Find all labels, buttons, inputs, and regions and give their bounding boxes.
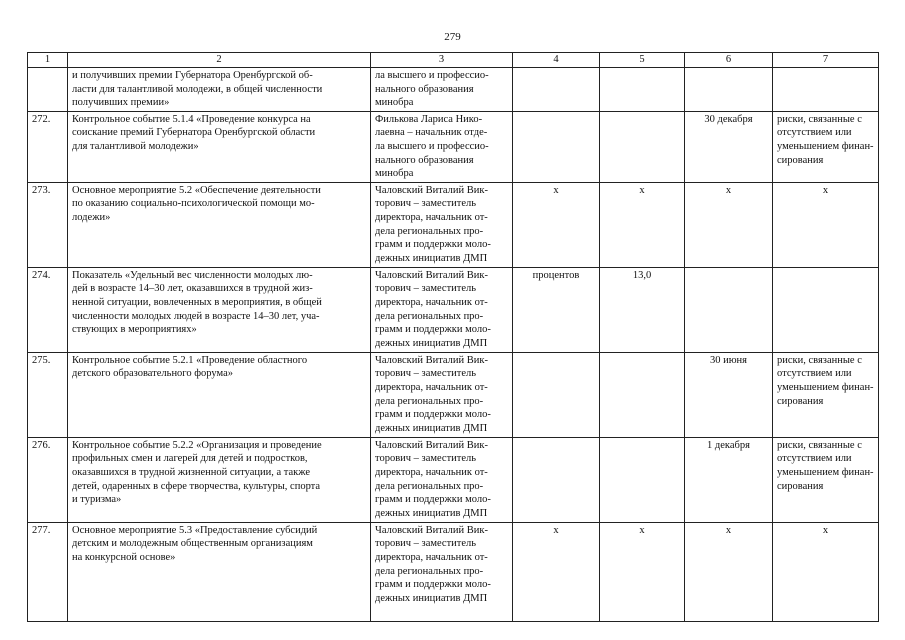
item-name: Контрольное событие 5.2.2 «Организация и проведение профильных смен и лагерей для детей и подростков, оказавшихся в трудной жизненной ситуации, а также детей, одаренных в сфере творчества, культуры, спорта и туризма» [68, 437, 371, 522]
value: х [600, 522, 685, 621]
header-row [28, 53, 879, 68]
responsible: Чаловский Виталий Вик- торович – заместитель директора, начальник от- дела региональных про- грамм и поддержки моло- дежных инициатив ДМП [371, 267, 513, 352]
risks [773, 267, 879, 352]
value [600, 352, 685, 437]
deadline: х [685, 182, 773, 267]
deadline: 30 июня [685, 352, 773, 437]
responsible: Филькова Лариса Нико- лаевна – начальник отде- ла высшего и профессио- нального образования минобра [371, 111, 513, 182]
unit [513, 352, 600, 437]
responsible: Чаловский Виталий Вик- торович – заместитель директора, начальник от- дела региональных про- грамм и поддержки моло- дежных инициатив ДМП [371, 437, 513, 522]
unit [513, 111, 600, 182]
table-row [28, 111, 879, 182]
unit: х [513, 522, 600, 621]
header-cell-7: 7 [773, 53, 879, 68]
risks: риски, связанные с отсутствием или уменьшением финан- сирования [773, 437, 879, 522]
row-number [28, 68, 68, 112]
value [600, 111, 685, 182]
risks: х [773, 182, 879, 267]
row-number: 273. [28, 182, 68, 267]
header-cell-4: 4 [513, 53, 600, 68]
table-row [28, 182, 879, 267]
item-name: Основное мероприятие 5.3 «Предоставление субсидий детским и молодежным общественным организациям на конкурсной основе» [68, 522, 371, 621]
value [600, 68, 685, 112]
row-number: 276. [28, 437, 68, 522]
unit: процентов [513, 267, 600, 352]
table-row [28, 522, 879, 621]
value [600, 437, 685, 522]
responsible: Чаловский Виталий Вик- торович – заместитель директора, начальник от- дела региональных про- грамм и поддержки моло- дежных инициатив ДМП [371, 352, 513, 437]
table-row [28, 68, 879, 112]
risks [773, 68, 879, 112]
table-row [28, 437, 879, 522]
responsible: ла высшего и профессио- нального образования минобра [371, 68, 513, 112]
header-cell-6: 6 [685, 53, 773, 68]
item-name: Показатель «Удельный вес численности молодых лю- дей в возрасте 14–30 лет, оказавшихся в трудной жиз- ненной ситуации, вовлеченных в мероприятия, в общей численности молодых людей в возрасте 14–30 лет, уча- ствующих в мероприятиях» [68, 267, 371, 352]
risks: риски, связанные с отсутствием или уменьшением финан- сирования [773, 111, 879, 182]
unit [513, 68, 600, 112]
table-row [28, 267, 879, 352]
risks: риски, связанные с отсутствием или уменьшением финан- сирования [773, 352, 879, 437]
item-name: Контрольное событие 5.2.1 «Проведение областного детского образовательного форума» [68, 352, 371, 437]
row-number: 277. [28, 522, 68, 621]
header-cell-3: 3 [371, 53, 513, 68]
table-row [28, 352, 879, 437]
header-cell-1: 1 [28, 53, 68, 68]
deadline: 1 декабря [685, 437, 773, 522]
value: 13,0 [600, 267, 685, 352]
risks: х [773, 522, 879, 621]
responsible: Чаловский Виталий Вик- торович – заместитель директора, начальник от- дела региональных про- грамм и поддержки моло- дежных инициатив ДМП [371, 522, 513, 621]
value: х [600, 182, 685, 267]
row-number: 275. [28, 352, 68, 437]
deadline [685, 68, 773, 112]
plan-table [27, 52, 879, 622]
header-cell-2: 2 [68, 53, 371, 68]
header-cell-5: 5 [600, 53, 685, 68]
unit [513, 437, 600, 522]
unit: х [513, 182, 600, 267]
item-name: Контрольное событие 5.1.4 «Проведение конкурса на соискание премий Губернатора Оренбургской области для талантливой молодежи» [68, 111, 371, 182]
responsible: Чаловский Виталий Вик- торович – заместитель директора, начальник от- дела региональных про- грамм и поддержки моло- дежных инициатив ДМП [371, 182, 513, 267]
deadline: х [685, 522, 773, 621]
row-number: 274. [28, 267, 68, 352]
deadline [685, 267, 773, 352]
item-name: и получивших премии Губернатора Оренбургской об- ласти для талантливой молодежи, в общей численности получивших премии» [68, 68, 371, 112]
page-number: 279 [444, 31, 461, 43]
deadline: 30 декабря [685, 111, 773, 182]
item-name: Основное мероприятие 5.2 «Обеспечение деятельности по оказанию социально-психологической помощи мо- лодежи» [68, 182, 371, 267]
row-number: 272. [28, 111, 68, 182]
